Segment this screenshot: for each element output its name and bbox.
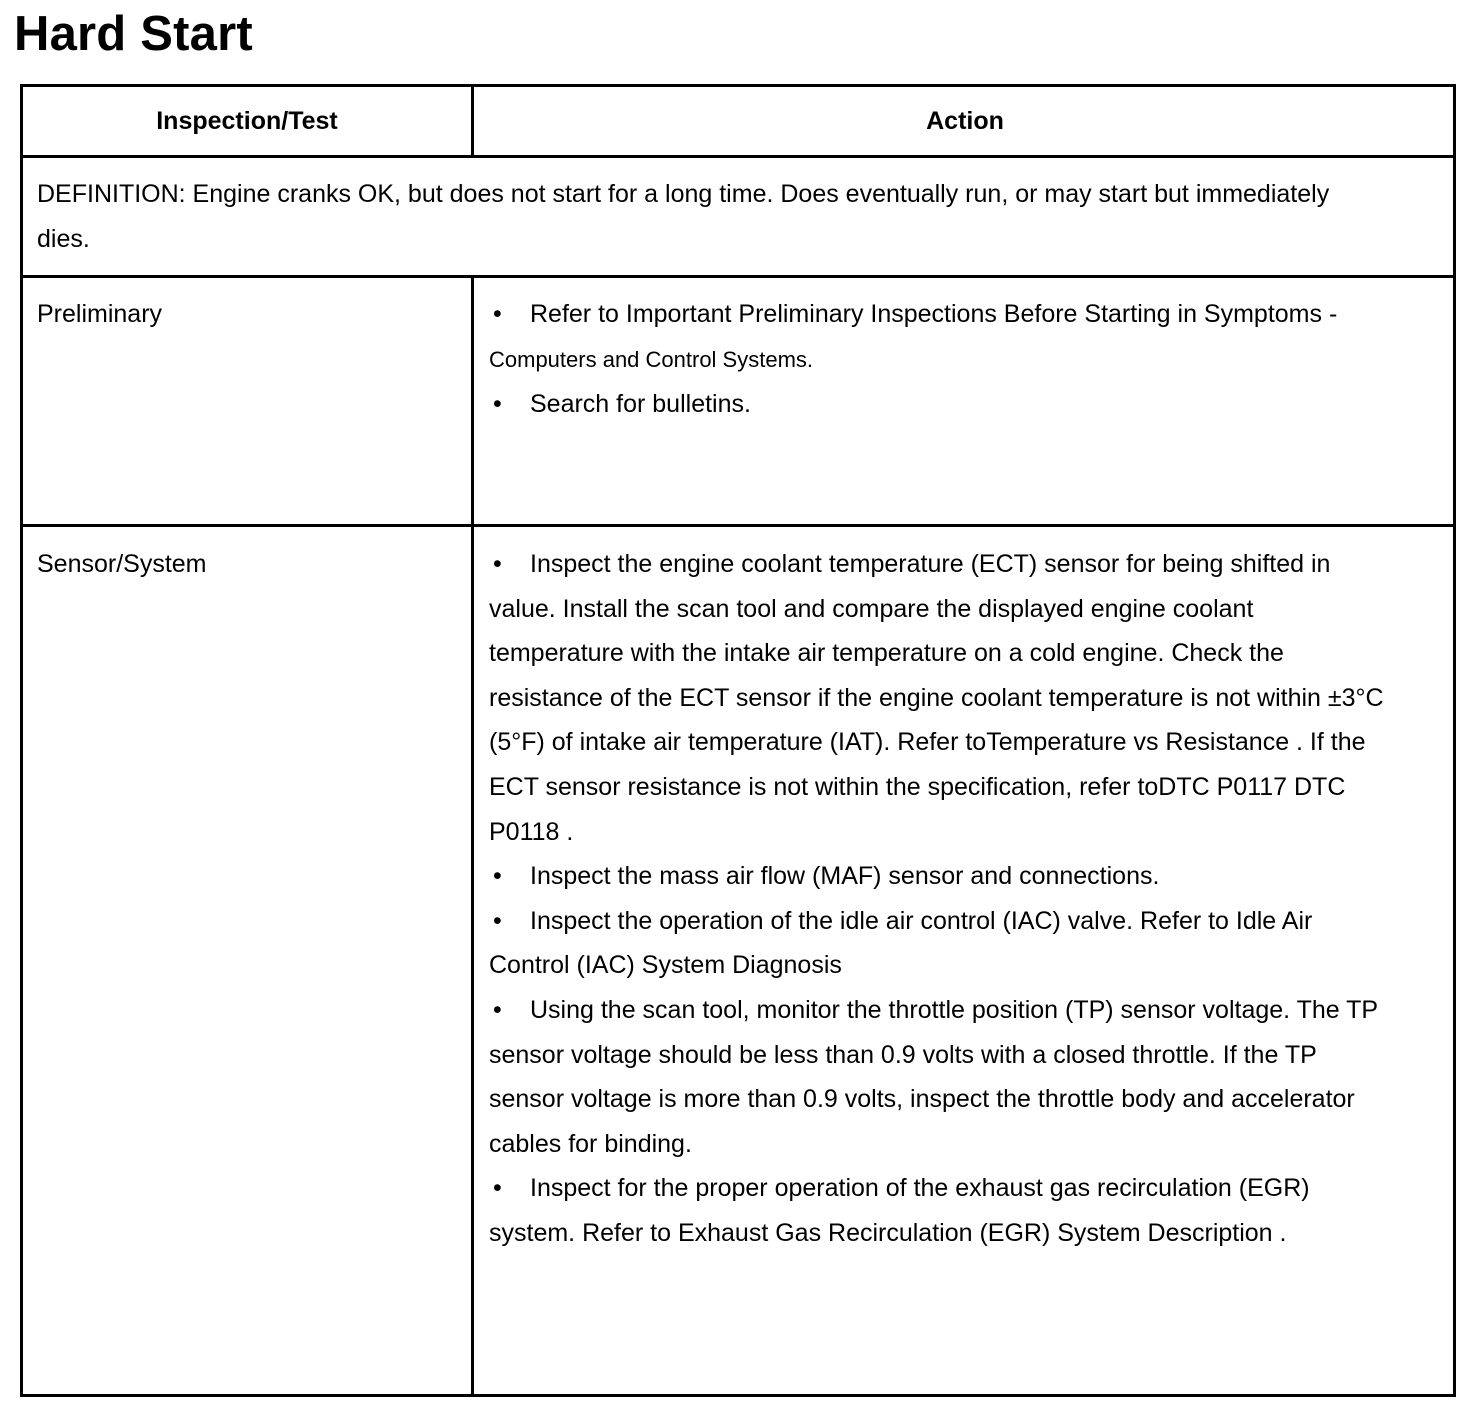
column-header-inspection: Inspection/Test — [156, 106, 338, 135]
bullet-icon: • — [493, 390, 502, 419]
column-header-action: Action — [926, 106, 1004, 135]
action-text: Inspect the operation of the idle air control (IAC) valve. Refer to Idle Air Control (IAC) System Diagnosis — [489, 906, 1313, 980]
column-divider — [471, 278, 474, 1397]
bullet-icon: • — [493, 300, 502, 328]
list-item — [489, 899, 1389, 988]
header-divider — [23, 155, 1453, 158]
row-label-sensor-system: Sensor/System — [37, 550, 207, 578]
action-text: Inspect for the proper operation of the exhaust gas recirculation (EGR) system. Refer to Exhaust Gas Recirculation (EGR) System Description . — [489, 1174, 1310, 1247]
bullet-icon: • — [493, 550, 502, 578]
sensor-system-action-list — [489, 542, 1389, 1256]
row-divider — [23, 524, 1453, 527]
bullet-icon: • — [493, 995, 502, 1024]
bullet-icon: • — [493, 906, 502, 935]
action-text: Inspect the mass air flow (MAF) sensor and connections. — [530, 862, 1160, 891]
action-text: Search for bulletins. — [530, 390, 751, 419]
preliminary-action-list — [489, 292, 1389, 427]
list-item — [489, 382, 1389, 427]
list-item — [489, 988, 1389, 1166]
action-text: Inspect the engine coolant temperature (ECT) sensor for being shifted in value. Install the scan tool and compare the displayed engine coolant temperature with the intake air temperature on a cold engine. Check the resistance of the ECT sensor if the engine coolant temperature is not within ±3°C (5°F) of intake air temperature (IAT). Refer toTemperature vs Resistance . If the ECT sensor resistance is not within the specification, refer toDTC P0117 DTC P0118 . — [489, 550, 1384, 846]
list-item — [489, 854, 1389, 899]
diagnosis-table — [20, 84, 1456, 1397]
header-column-divider — [471, 87, 474, 155]
bullet-icon: • — [493, 862, 502, 891]
definition-text: DEFINITION: Engine cranks OK, but does not start for a long time. Does eventually run, or may start but immediately dies. — [37, 180, 1330, 253]
action-text-small: Computers and Control Systems. — [489, 346, 814, 372]
list-item — [489, 1166, 1389, 1255]
bullet-icon: • — [493, 1174, 502, 1203]
action-text: Refer to Important Preliminary Inspections Before Starting in Symptoms - — [530, 300, 1338, 328]
definition-divider — [23, 275, 1453, 278]
list-item — [489, 292, 1389, 382]
action-text: Using the scan tool, monitor the throttle position (TP) sensor voltage. The TP sensor voltage should be less than 0.9 volts with a closed throttle. If the TP sensor voltage is more than 0.9 volts, inspect the throttle body and accelerator cables for binding. — [489, 995, 1378, 1158]
row-label-preliminary: Preliminary — [37, 300, 163, 328]
page-title: Hard Start — [14, 7, 253, 61]
list-item — [489, 542, 1389, 854]
